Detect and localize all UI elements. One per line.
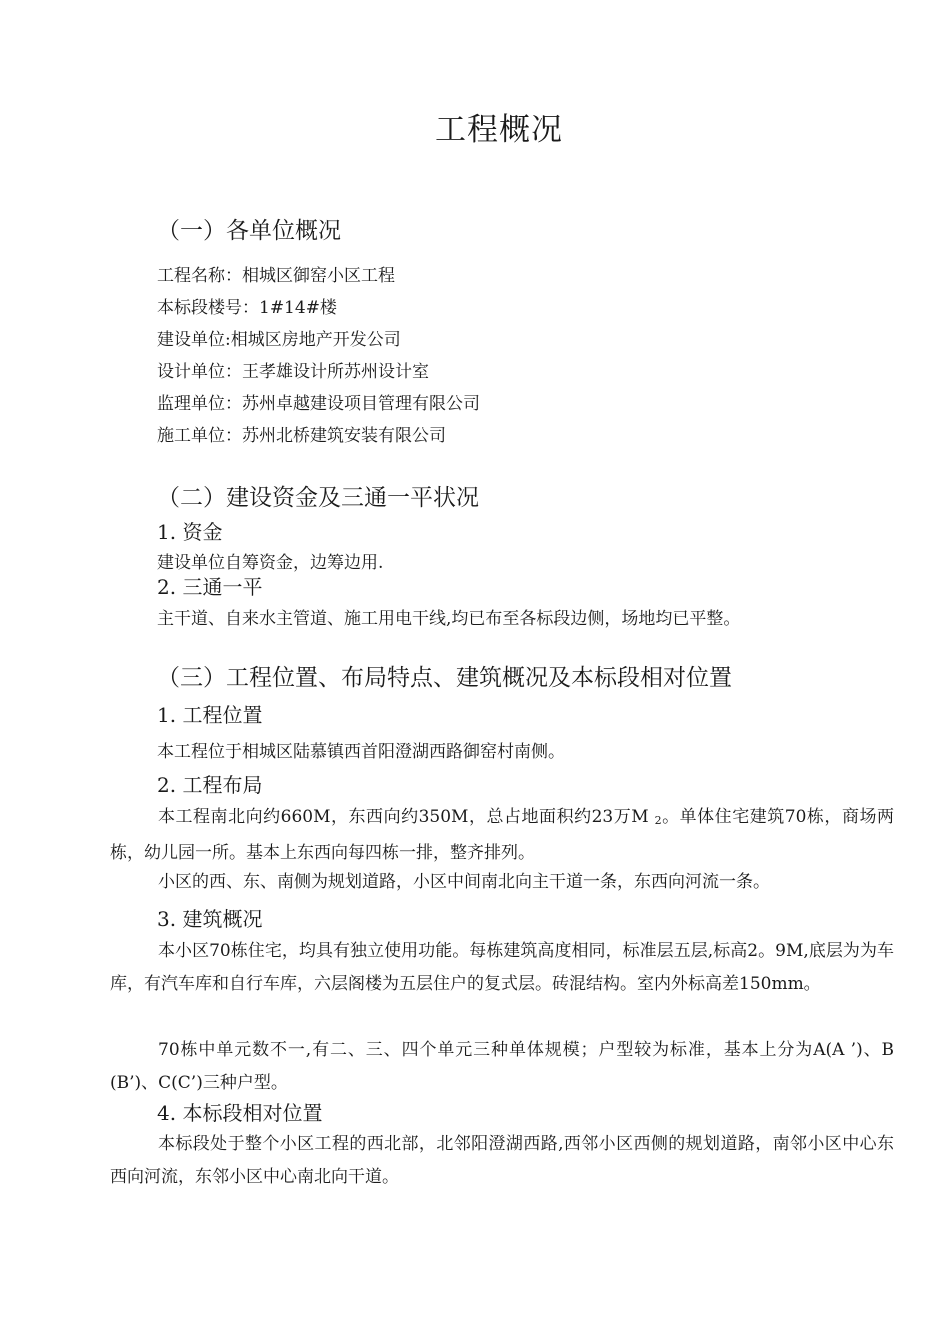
location-title: 1. 工程位置 [157, 703, 263, 727]
site-prep-title: 2. 三通一平 [157, 575, 263, 599]
building-overview-paragraph-2: 70栋中单元数不一,有二、三、四个单元三种单体规模；户型较为标准，基本上分为A(A ’)、B (B’)、C(C’)三种户型。 [110, 1040, 894, 1093]
section-2-heading: （二）建设资金及三通一平状况 [157, 485, 479, 511]
owner-unit-line: 建设单位:相城区房地产开发公司 [157, 330, 401, 350]
layout-paragraph-1 [110, 801, 894, 870]
layout-paragraph-1-text-a: 本工程南北向约660M，东西向约350M，总占地面积约23万M [158, 807, 655, 827]
page-title: 工程概况 [435, 112, 563, 148]
layout-title: 2. 工程布局 [157, 773, 263, 797]
funding-text: 建设单位自筹资金，边筹边用. [157, 553, 384, 573]
site-prep-text: 主干道、自来水主管道、施工用电干线,均已布至各标段边侧，场地均已平整。 [157, 609, 741, 629]
design-unit-line: 设计单位：王孝雄设计所苏州设计室 [157, 362, 429, 382]
relative-position-title: 4. 本标段相对位置 [157, 1101, 323, 1125]
area-unit-exponent: 2 [654, 814, 662, 827]
layout-paragraph-2: 小区的西、东、南侧为规划道路，小区中间南北向主干道一条，东西向河流一条。 [158, 872, 770, 892]
building-number-line: 本标段楼号：1#14#楼 [157, 298, 337, 318]
building-overview-title: 3. 建筑概况 [157, 907, 263, 931]
location-text: 本工程位于相城区陆慕镇西首阳澄湖西路御窑村南侧。 [157, 742, 565, 762]
section-1-heading: （一）各单位概况 [157, 218, 341, 244]
relative-position-paragraph: 本标段处于整个小区工程的西北部，北邻阳澄湖西路,西邻小区西侧的规划道路，南邻小区中心东西向河流，东邻小区中心南北向干道。 [110, 1134, 894, 1187]
project-name-line: 工程名称：相城区御窑小区工程 [157, 266, 395, 286]
layout-paragraph-1-text-b: 。单体住宅建筑70栋，商场两栋，幼儿园一所。基本上东西向每四栋一排，整齐排列。 [110, 807, 894, 863]
section-3-heading: （三）工程位置、布局特点、建筑概况及本标段相对位置 [157, 665, 732, 691]
supervision-unit-line: 监理单位：苏州卓越建设项目管理有限公司 [157, 394, 480, 414]
building-overview-paragraph-1: 本小区70栋住宅，均具有独立使用功能。每栋建筑高度相同，标准层五层,标高2。9M,底层为为车库，有汽车库和自行车库，六层阁楼为五层住户的复式层。砖混结构。室内外标高差150mm。 [110, 941, 894, 994]
funding-title: 1. 资金 [157, 520, 223, 544]
construction-unit-line: 施工单位：苏州北桥建筑安装有限公司 [157, 426, 446, 446]
